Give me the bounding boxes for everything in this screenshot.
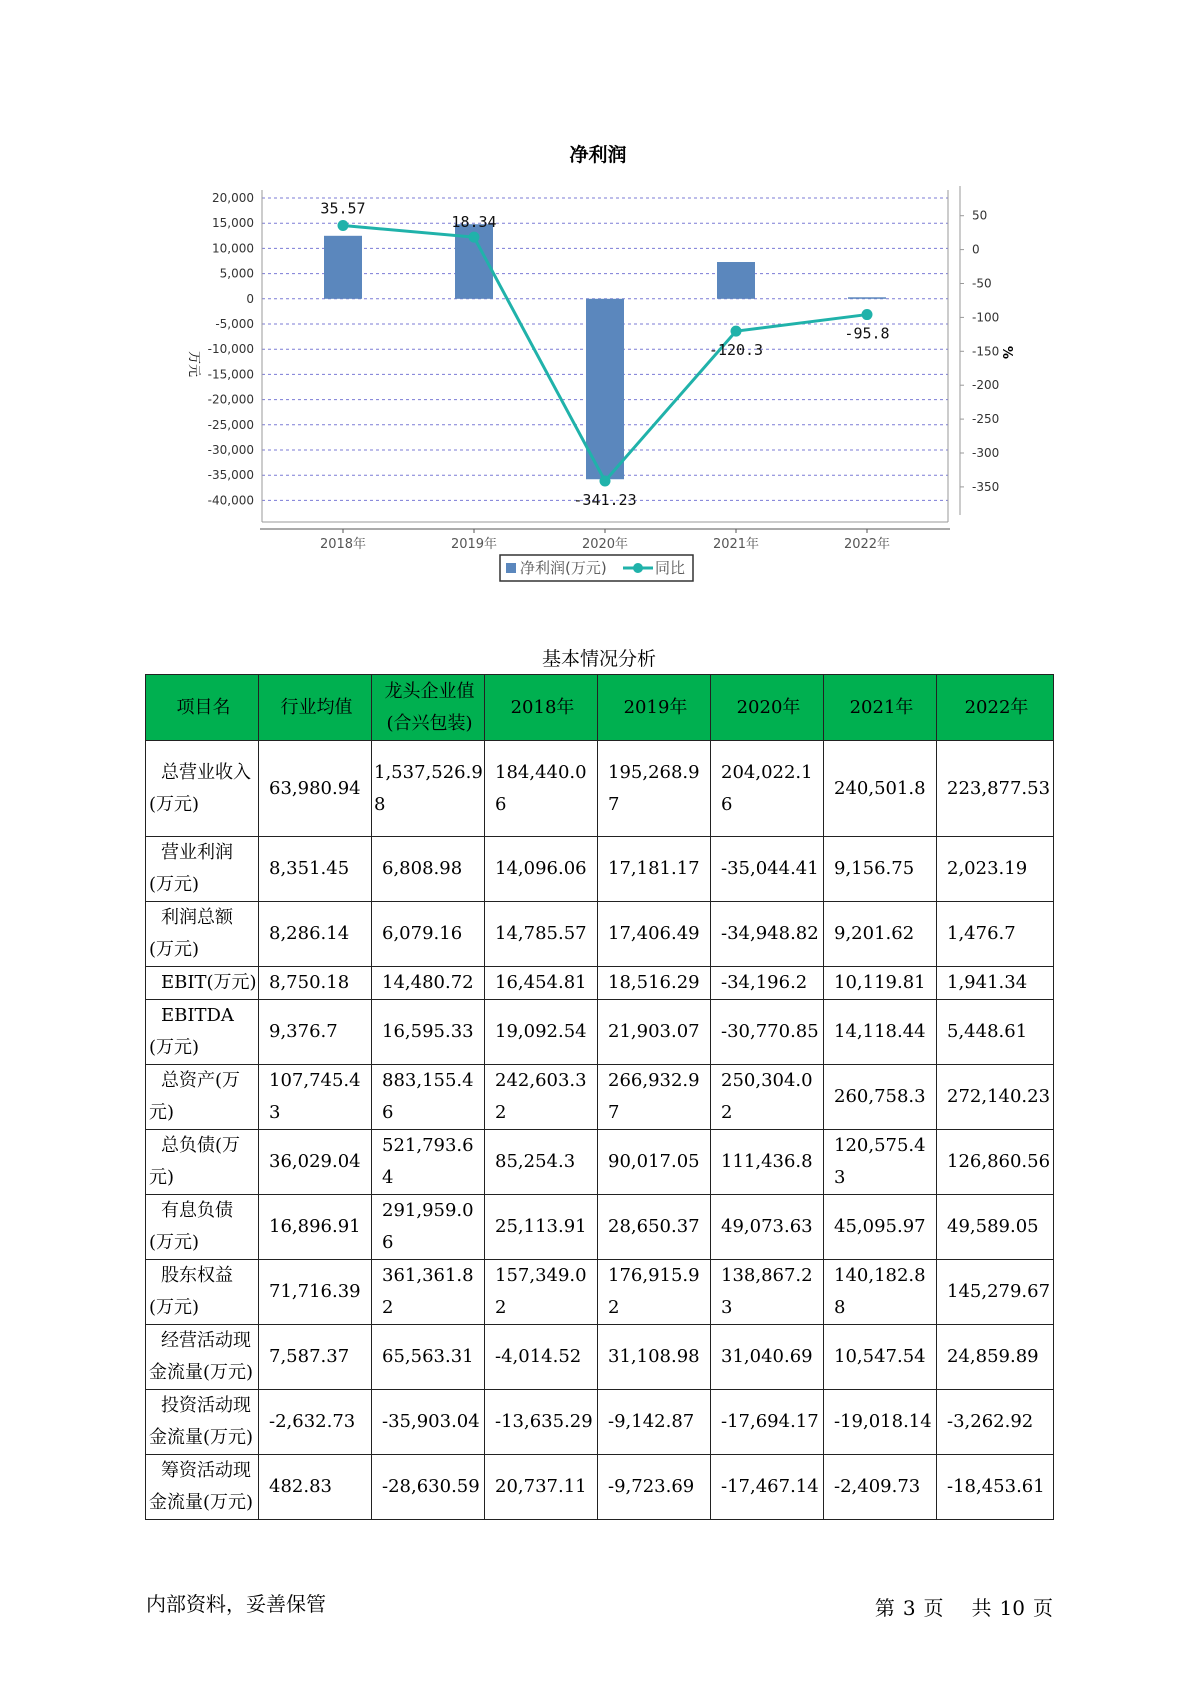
table-cell: -17,467.14 [711, 1455, 824, 1520]
table-cell: 176,915.92 [598, 1260, 711, 1325]
table-cell: -13,635.29 [485, 1390, 598, 1455]
table-cell: -34,948.82 [711, 902, 824, 967]
table-cell: 272,140.23 [937, 1065, 1054, 1130]
header-cell: 行业均值 [259, 675, 372, 741]
row-label-cell: 总营业收入(万元) [146, 741, 259, 837]
header-cell: 龙头企业值(合兴包装) [372, 675, 485, 741]
left-tick-label: 10,000 [212, 241, 254, 256]
left-tick-label: -30,000 [207, 443, 254, 457]
table-cell: 36,029.04 [259, 1130, 372, 1195]
page-label-mid: 页 [923, 1596, 944, 1620]
table-cell: -3,262.92 [937, 1390, 1054, 1455]
right-tick-label: 50 [972, 208, 988, 223]
table-cell: 85,254.3 [485, 1130, 598, 1195]
right-tick-label: -150 [972, 344, 1000, 359]
x-tick-label: 2018年 [319, 537, 367, 552]
table-cell: -4,014.52 [485, 1325, 598, 1390]
table-cell: 16,595.33 [372, 1000, 485, 1065]
table-header-row [146, 675, 1054, 741]
x-tick-label: 2020年 [581, 537, 629, 552]
total-pages: 10 [999, 1596, 1025, 1620]
table-cell: 482.83 [259, 1455, 372, 1520]
table-cell: 7,587.37 [259, 1325, 372, 1390]
table-cell: 49,589.05 [937, 1195, 1054, 1260]
table-cell: 16,896.91 [259, 1195, 372, 1260]
table-cell: 63,980.94 [259, 741, 372, 837]
table-cell: -17,694.17 [711, 1390, 824, 1455]
left-tick-label: -15,000 [207, 367, 254, 382]
yoy-point [731, 326, 742, 337]
table-cell: 140,182.88 [824, 1260, 937, 1325]
left-tick-label: 20,000 [212, 191, 254, 205]
table-cell: 8,750.18 [259, 967, 372, 1000]
table-cell: 111,436.8 [711, 1130, 824, 1195]
table-cell: 14,096.06 [485, 837, 598, 902]
left-tick-label: -10,000 [207, 342, 254, 357]
footer-page-number [867, 1592, 1053, 1621]
right-tick-label: -250 [972, 412, 1000, 427]
table-cell: 521,793.64 [372, 1130, 485, 1195]
net-profit-chart [0, 0, 1191, 600]
row-label-cell: 利润总额(万元) [146, 902, 259, 967]
page-label-post: 页 [1033, 1596, 1053, 1620]
table-cell: 10,119.81 [824, 967, 937, 1000]
table-cell: 21,903.07 [598, 1000, 711, 1065]
table-row [146, 1000, 1054, 1065]
right-tick-label: -200 [972, 378, 1000, 393]
x-tick-label: 2021年 [712, 537, 760, 552]
table-cell: 65,563.31 [372, 1325, 485, 1390]
table-cell: -2,409.73 [824, 1455, 937, 1520]
right-axis-label: % [999, 346, 1014, 360]
table-cell: 1,941.34 [937, 967, 1054, 1000]
table-cell: 204,022.16 [711, 741, 824, 837]
x-tick-label: 2022年 [843, 537, 891, 552]
table-cell: 223,877.53 [937, 741, 1054, 837]
table-row [146, 1390, 1054, 1455]
table-cell: 6,079.16 [372, 902, 485, 967]
table-row [146, 1455, 1054, 1520]
table-row [146, 1260, 1054, 1325]
left-tick-label: -25,000 [207, 417, 254, 432]
row-label-cell: 有息负债(万元) [146, 1195, 259, 1260]
right-tick-label: -50 [972, 276, 992, 291]
right-tick-label: -350 [972, 479, 1000, 494]
left-axis [208, 191, 254, 507]
legend-bar-label: 净利润(万元) [520, 559, 607, 577]
table-cell: -34,196.2 [711, 967, 824, 1000]
table-cell: 14,785.57 [485, 902, 598, 967]
table-row [146, 1195, 1054, 1260]
table-cell: 6,808.98 [372, 837, 485, 902]
table-cell: -19,018.14 [824, 1390, 937, 1455]
table-cell: 20,737.11 [485, 1455, 598, 1520]
left-tick-label: -5,000 [215, 317, 254, 331]
table-cell: -9,142.87 [598, 1390, 711, 1455]
left-axis-label: 万元 [186, 351, 201, 378]
table-cell: 16,454.81 [485, 967, 598, 1000]
table-cell: 9,376.7 [259, 1000, 372, 1065]
table-row [146, 1325, 1054, 1390]
header-cell: 2020年 [711, 675, 824, 741]
basic-analysis-table [145, 674, 1054, 1520]
table-cell: -28,630.59 [372, 1455, 485, 1520]
table-cell: 1,537,526.98 [372, 741, 485, 837]
row-label-cell: EBIT(万元) [146, 967, 259, 1000]
yoy-point [338, 220, 349, 231]
table-cell: 28,650.37 [598, 1195, 711, 1260]
table-cell: 361,361.82 [372, 1260, 485, 1325]
table-cell: 31,108.98 [598, 1325, 711, 1390]
right-axis [960, 209, 999, 494]
row-label-cell: 总资产(万元) [146, 1065, 259, 1130]
table-cell: 19,092.54 [485, 1000, 598, 1065]
table-cell: 45,095.97 [824, 1195, 937, 1260]
table-row [146, 1130, 1054, 1195]
yoy-data-label: -95.8 [844, 324, 890, 343]
footer-confidential-note: 内部资料，妥善保管 [146, 1592, 326, 1616]
bar-2020年 [586, 299, 624, 479]
table-cell: 195,268.97 [598, 741, 711, 837]
table-cell: 8,351.45 [259, 837, 372, 902]
header-cell: 2022年 [937, 675, 1054, 741]
table-title: 基本情况分析 [541, 648, 656, 670]
table-cell: 883,155.46 [372, 1065, 485, 1130]
yoy-point [862, 309, 873, 320]
table-cell: 9,201.62 [824, 902, 937, 967]
header-cell: 2021年 [824, 675, 937, 741]
table-cell: 14,480.72 [372, 967, 485, 1000]
table-cell: 184,440.06 [485, 741, 598, 837]
left-tick-label: -40,000 [207, 493, 254, 508]
header-cell: 2019年 [598, 675, 711, 741]
table-cell: 240,501.8 [824, 741, 937, 837]
table-cell: 120,575.43 [824, 1130, 937, 1195]
table-cell: -35,903.04 [372, 1390, 485, 1455]
chart-title: 净利润 [569, 144, 627, 166]
page-label-pre: 第 [874, 1596, 895, 1620]
bar-2021年 [717, 262, 755, 299]
table-cell: 49,073.63 [711, 1195, 824, 1260]
row-label-cell: EBITDA(万元) [146, 1000, 259, 1065]
table-cell: 1,476.7 [937, 902, 1054, 967]
total-label: 共 [971, 1596, 992, 1620]
x-tick-label: 2019年 [450, 537, 498, 552]
row-label-cell: 股东权益(万元) [146, 1260, 259, 1325]
right-tick-label: 0 [972, 242, 980, 257]
table-cell: -35,044.41 [711, 837, 824, 902]
bar-2018年 [324, 236, 362, 299]
left-tick-label: -20,000 [207, 392, 254, 407]
chart-legend [500, 555, 693, 581]
table-cell: -30,770.85 [711, 1000, 824, 1065]
table-cell: 260,758.3 [824, 1065, 937, 1130]
yoy-data-label: 18.34 [451, 213, 497, 232]
table-cell: 138,867.23 [711, 1260, 824, 1325]
row-label-cell: 筹资活动现金流量(万元) [146, 1455, 259, 1520]
legend-bar-swatch [506, 563, 516, 573]
bar-series [324, 224, 886, 479]
table-cell: 90,017.05 [598, 1130, 711, 1195]
row-label-cell: 经营活动现金流量(万元) [146, 1325, 259, 1390]
header-cell: 2018年 [485, 675, 598, 741]
yoy-point [600, 475, 611, 486]
table-cell: 126,860.56 [937, 1130, 1054, 1195]
table-cell: 31,040.69 [711, 1325, 824, 1390]
left-tick-label: -35,000 [207, 468, 254, 483]
yoy-point [469, 232, 480, 243]
table-row [146, 967, 1054, 1000]
table-cell: 242,603.32 [485, 1065, 598, 1130]
yoy-data-label: -341.23 [573, 490, 637, 509]
table-cell: 8,286.14 [259, 902, 372, 967]
table-cell: 2,023.19 [937, 837, 1054, 902]
legend-line-marker [633, 563, 643, 573]
right-tick-label: -100 [972, 310, 1000, 325]
row-label-cell: 投资活动现金流量(万元) [146, 1390, 259, 1455]
left-tick-label: 15,000 [212, 216, 254, 231]
table-cell: 10,547.54 [824, 1325, 937, 1390]
table-cell: -18,453.61 [937, 1455, 1054, 1520]
row-label-cell: 营业利润(万元) [146, 837, 259, 902]
row-label-cell: 总负债(万元) [146, 1130, 259, 1195]
table-cell: 250,304.02 [711, 1065, 824, 1130]
table-cell: 145,279.67 [937, 1260, 1054, 1325]
table-row [146, 1065, 1054, 1130]
table-cell: -2,632.73 [259, 1390, 372, 1455]
table-row [146, 837, 1054, 902]
table-cell: 14,118.44 [824, 1000, 937, 1065]
table-row [146, 741, 1054, 837]
table-cell: 17,181.17 [598, 837, 711, 902]
table-cell: 17,406.49 [598, 902, 711, 967]
table-row [146, 902, 1054, 967]
table-cell: 266,932.97 [598, 1065, 711, 1130]
legend-line-label: 同比 [655, 559, 686, 577]
bar-2022年 [848, 297, 886, 299]
page-number: 3 [902, 1596, 916, 1620]
table-cell: 18,516.29 [598, 967, 711, 1000]
table-cell: 107,745.43 [259, 1065, 372, 1130]
table-cell: 5,448.61 [937, 1000, 1054, 1065]
left-tick-label: 5,000 [219, 266, 254, 281]
x-axis [320, 529, 890, 552]
table-cell: 24,859.89 [937, 1325, 1054, 1390]
right-tick-label: -300 [972, 446, 1000, 460]
left-tick-label: 0 [246, 291, 254, 306]
table-cell: 9,156.75 [824, 837, 937, 902]
yoy-data-label: 35.57 [320, 199, 366, 218]
header-cell: 项目名 [146, 675, 259, 741]
table-cell: -9,723.69 [598, 1455, 711, 1520]
table-cell: 71,716.39 [259, 1260, 372, 1325]
table-cell: 25,113.91 [485, 1195, 598, 1260]
yoy-data-label: -120.3 [708, 341, 764, 360]
table-cell: 291,959.06 [372, 1195, 485, 1260]
table-cell: 157,349.02 [485, 1260, 598, 1325]
